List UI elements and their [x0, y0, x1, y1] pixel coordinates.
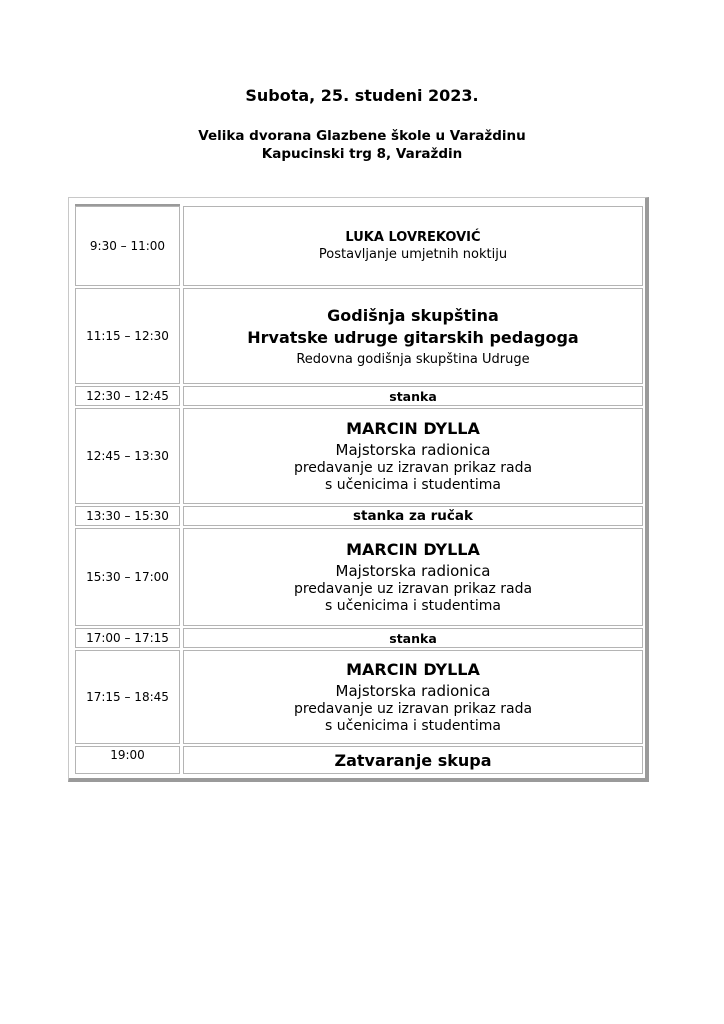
venue-address: Kapucinski trg 8, Varaždin: [261, 146, 463, 162]
event-description: s učenicima i studentima: [325, 718, 501, 734]
venue-name: Velika dvorana Glazbene škole u Varaždinu: [198, 128, 526, 144]
break-label: stanka: [389, 388, 437, 404]
event-title: MARCIN DYLLA: [346, 540, 480, 559]
time-cell: 11:15 – 12:30: [75, 288, 180, 384]
event-cell: [183, 650, 643, 744]
break-label: stanka: [389, 630, 437, 646]
event-cell: [183, 506, 643, 526]
time-cell: 17:15 – 18:45: [75, 650, 180, 744]
table-row: [75, 528, 643, 626]
event-title: LUKA LOVREKOVIĆ: [345, 230, 481, 245]
event-title: MARCIN DYLLA: [346, 419, 480, 438]
schedule-table: [68, 197, 649, 782]
table-row: [75, 408, 643, 504]
table-row: [75, 650, 643, 744]
event-title: Godišnja skupština: [327, 305, 499, 325]
event-subtitle: Majstorska radionica: [335, 562, 491, 580]
table-row: [75, 628, 643, 648]
time-cell: 15:30 – 17:00: [75, 528, 180, 626]
event-description: predavanje uz izravan prikaz rada: [293, 460, 533, 476]
time-cell: 12:45 – 13:30: [75, 408, 180, 504]
time-cell: 12:30 – 12:45: [75, 386, 180, 406]
event-title: MARCIN DYLLA: [346, 660, 480, 679]
event-description: predavanje uz izravan prikaz rada: [293, 701, 533, 717]
event-cell: [183, 746, 643, 774]
event-cell: [183, 386, 643, 406]
time-cell: 19:00: [75, 746, 180, 774]
table-row: [75, 746, 643, 774]
time-cell: 17:00 – 17:15: [75, 628, 180, 648]
event-cell: [183, 408, 643, 504]
event-subtitle: Majstorska radionica: [335, 441, 491, 459]
closing-label: Zatvaranje skupa: [334, 750, 492, 770]
page-title: Subota, 25. studeni 2023.: [245, 86, 479, 105]
event-cell: [183, 528, 643, 626]
event-subtitle: Postavljanje umjetnih noktiju: [318, 247, 508, 262]
event-title: Hrvatske udruge gitarskih pedagoga: [247, 327, 579, 347]
table-row: [75, 206, 643, 286]
event-subtitle: Redovna godišnja skupština Udruge: [296, 351, 530, 367]
event-cell: [183, 288, 643, 384]
event-description: predavanje uz izravan prikaz rada: [293, 581, 533, 597]
event-description: s učenicima i studentima: [325, 598, 501, 614]
venue-block: [0, 127, 724, 163]
event-subtitle: Majstorska radionica: [335, 682, 491, 700]
time-cell: 9:30 – 11:00: [75, 206, 180, 286]
event-description: s učenicima i studentima: [325, 477, 501, 493]
break-label: stanka za ručak: [352, 508, 474, 524]
event-cell: [183, 628, 643, 648]
table-row: [75, 288, 643, 384]
table-row: [75, 506, 643, 526]
event-cell: [183, 206, 643, 286]
table-row: [75, 386, 643, 406]
time-cell: 13:30 – 15:30: [75, 506, 180, 526]
